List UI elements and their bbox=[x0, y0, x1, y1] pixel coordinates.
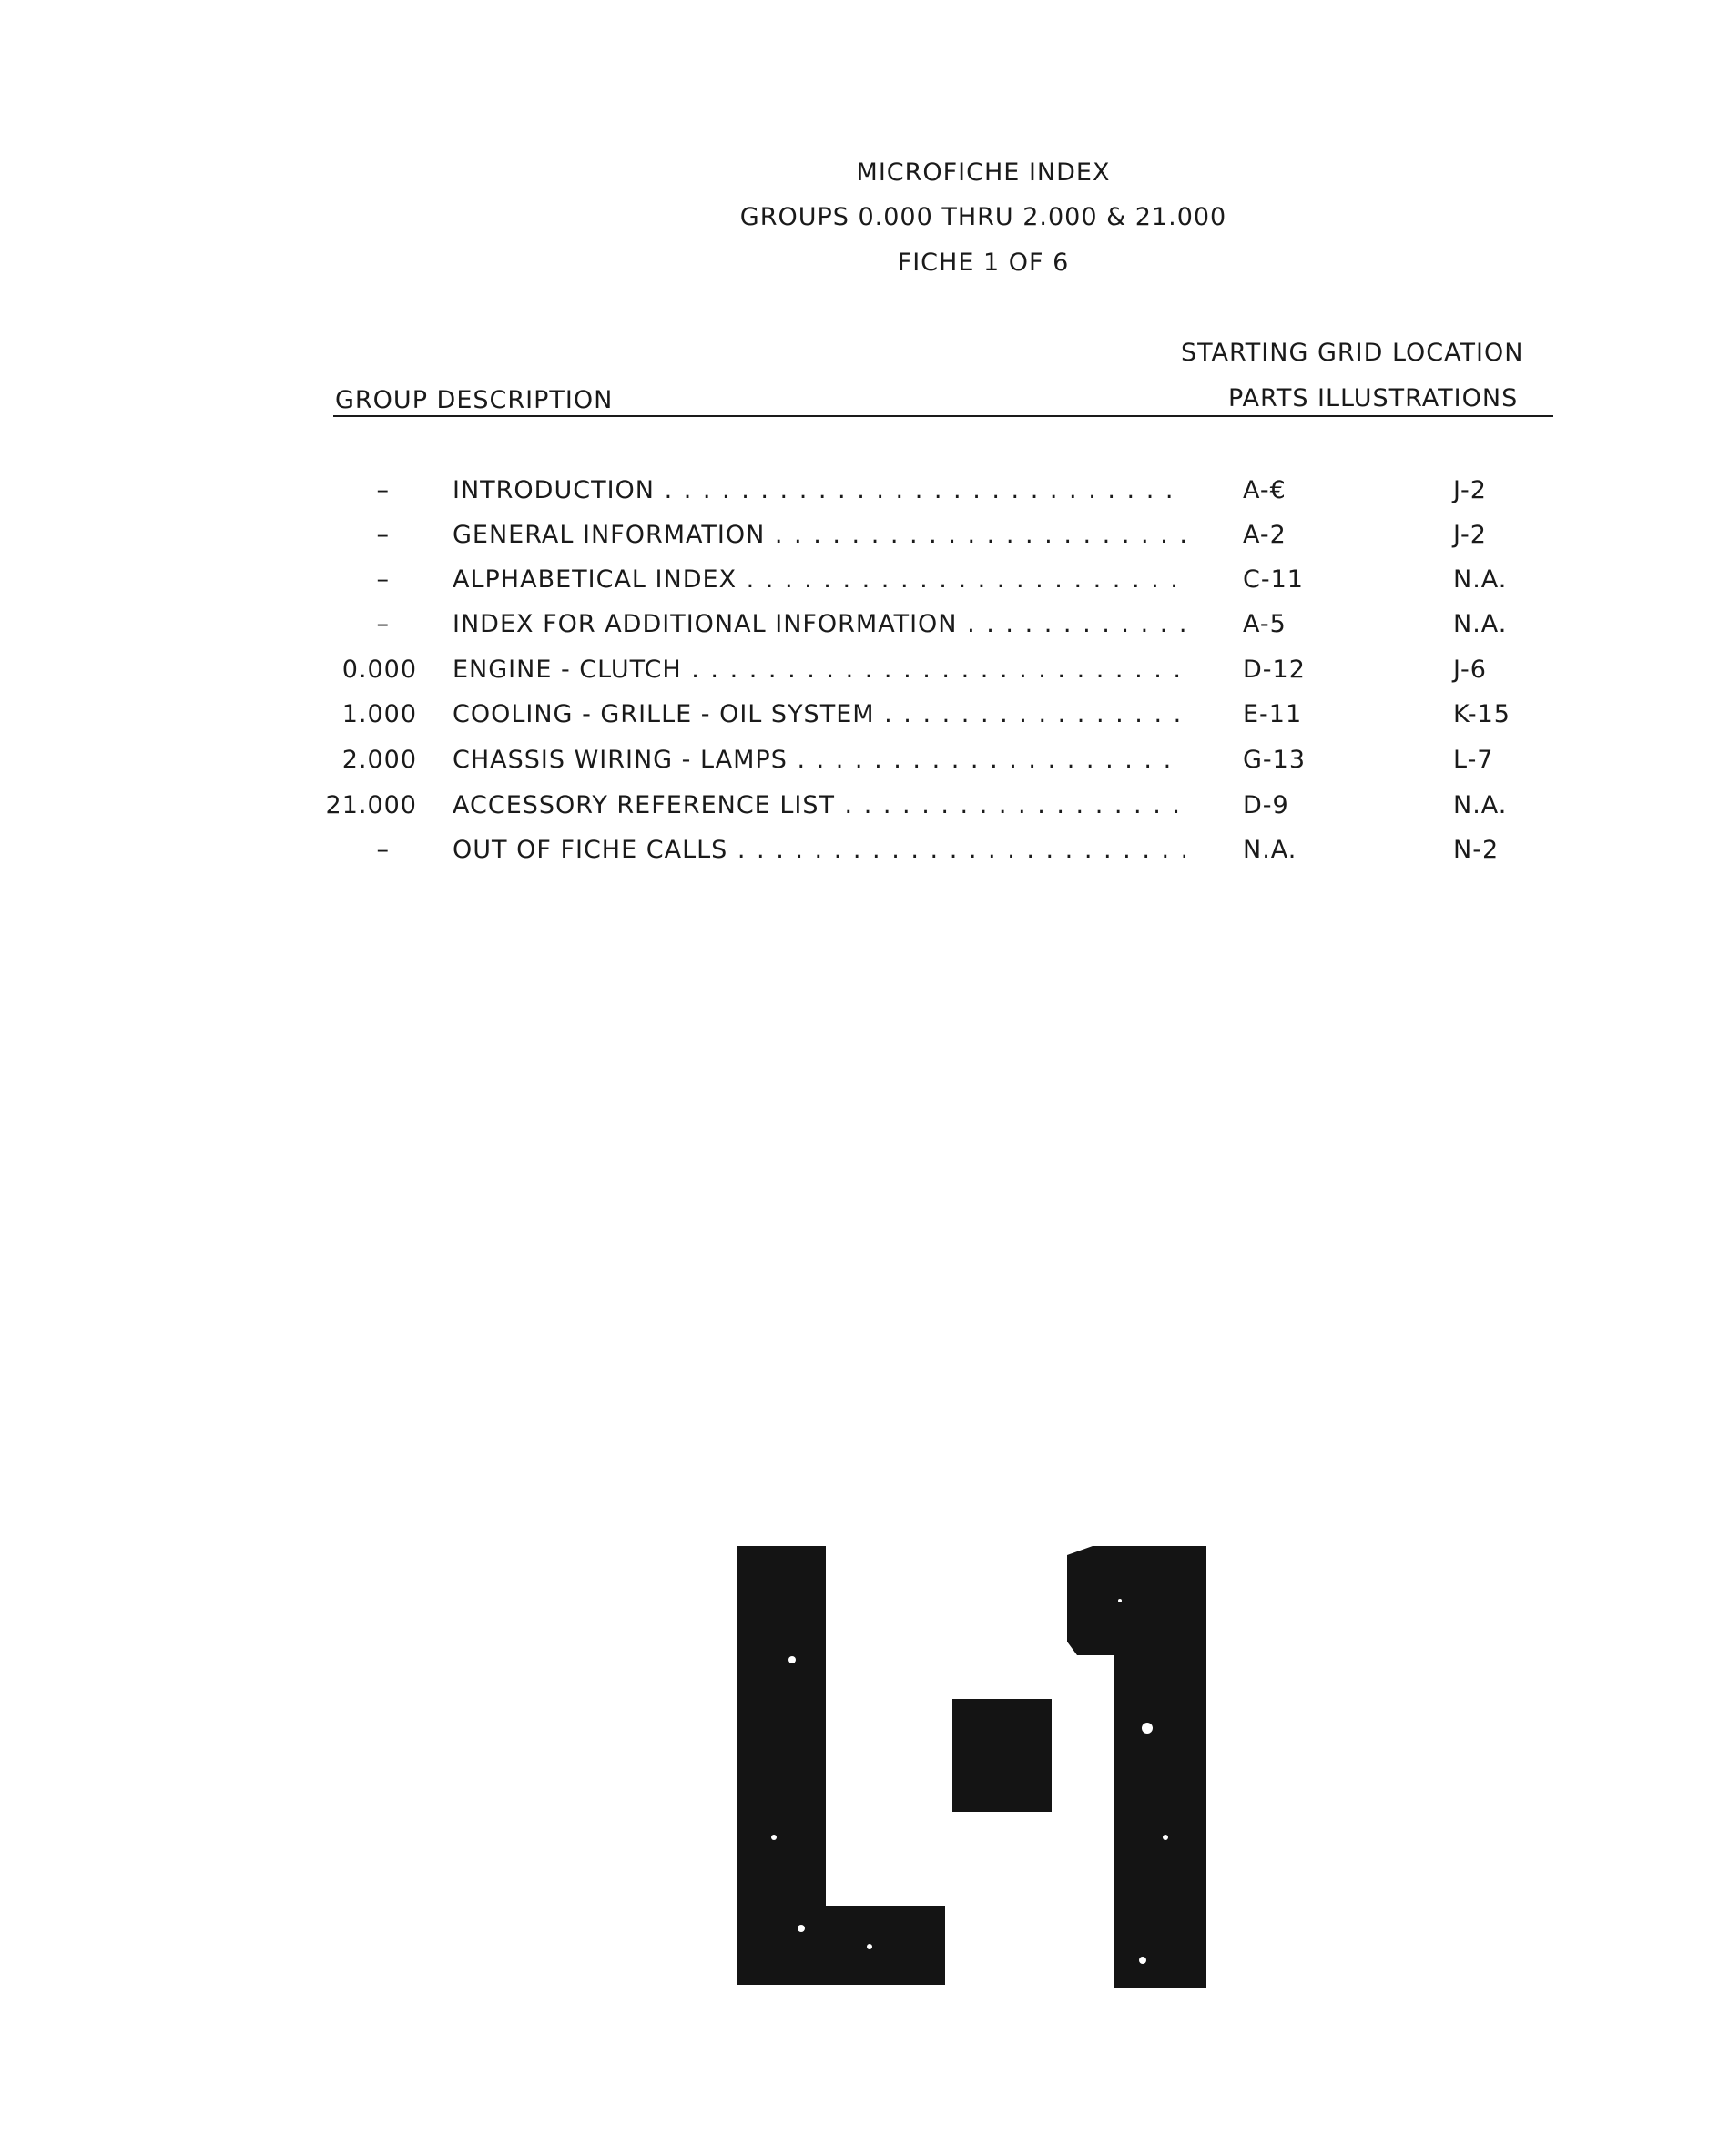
index-row bbox=[0, 521, 1719, 557]
parts-location: A-5 bbox=[1243, 610, 1287, 638]
group-description: CHASSIS WIRING - LAMPS . . . bbox=[453, 746, 1185, 774]
index-row bbox=[0, 791, 1719, 828]
illustrations-location: J-2 bbox=[1453, 476, 1487, 504]
index-row bbox=[0, 610, 1719, 646]
index-title: MICROFICHE INDEX bbox=[856, 158, 1111, 187]
group-description: INTRODUCTION . . . bbox=[453, 476, 1185, 504]
parts-location: A-2 bbox=[1243, 521, 1287, 549]
parts-location: D-12 bbox=[1243, 656, 1306, 684]
parts-illustrations-header: PARTS ILLUSTRATIONS bbox=[1228, 384, 1519, 412]
group-description: INDEX FOR ADDITIONAL INFORMATION . . . bbox=[453, 610, 1185, 638]
group-description: ALPHABETICAL INDEX . . . bbox=[453, 565, 1185, 594]
group-description: OUT OF FICHE CALLS . . . bbox=[453, 836, 1185, 864]
group-number: – bbox=[376, 610, 390, 638]
group-number: – bbox=[376, 521, 390, 549]
group-description: ACCESSORY REFERENCE LIST . . . bbox=[453, 791, 1185, 819]
fiche-number: FICHE 1 OF 6 bbox=[897, 249, 1070, 277]
groups-subtitle: GROUPS 0.000 THRU 2.000 & 21.000 bbox=[739, 203, 1227, 231]
group-number: – bbox=[376, 476, 390, 504]
group-description: COOLING - GRILLE - OIL SYSTEM . . . bbox=[453, 700, 1185, 728]
parts-location: G-13 bbox=[1243, 746, 1307, 774]
parts-location: D-9 bbox=[1243, 791, 1289, 819]
group-number: – bbox=[376, 565, 390, 594]
illustrations-location: K-15 bbox=[1453, 700, 1510, 728]
illustrations-location: J-2 bbox=[1453, 521, 1487, 549]
parts-location: E-11 bbox=[1243, 700, 1303, 728]
parts-location: C-11 bbox=[1243, 565, 1304, 594]
illustrations-location: N-2 bbox=[1453, 836, 1500, 864]
illustrations-location: J-6 bbox=[1453, 656, 1487, 684]
group-number: – bbox=[376, 836, 390, 864]
index-row bbox=[0, 565, 1719, 602]
index-row bbox=[0, 746, 1719, 782]
group-description-header: GROUP DESCRIPTION bbox=[335, 386, 614, 414]
parts-location: N.A. bbox=[1243, 836, 1297, 864]
group-number: 21.000 bbox=[325, 791, 417, 819]
illustrations-location: N.A. bbox=[1453, 791, 1508, 819]
index-row bbox=[0, 700, 1719, 737]
index-row bbox=[0, 656, 1719, 692]
group-description: ENGINE - CLUTCH . . . bbox=[453, 656, 1185, 684]
parts-location: A-€ bbox=[1243, 476, 1287, 504]
group-description: GENERAL INFORMATION . . . bbox=[453, 521, 1185, 549]
index-row bbox=[0, 836, 1719, 872]
illustrations-location: N.A. bbox=[1453, 565, 1508, 594]
grid-location-header: STARTING GRID LOCATION bbox=[1181, 339, 1524, 367]
group-number: 2.000 bbox=[341, 746, 417, 774]
group-number: 1.000 bbox=[341, 700, 417, 728]
group-number: 0.000 bbox=[341, 656, 417, 684]
illustrations-location: L-7 bbox=[1453, 746, 1494, 774]
header-rule bbox=[333, 415, 1553, 417]
fiche-mark-l1 bbox=[737, 1546, 1211, 1988]
index-row bbox=[0, 476, 1719, 513]
illustrations-location: N.A. bbox=[1453, 610, 1508, 638]
